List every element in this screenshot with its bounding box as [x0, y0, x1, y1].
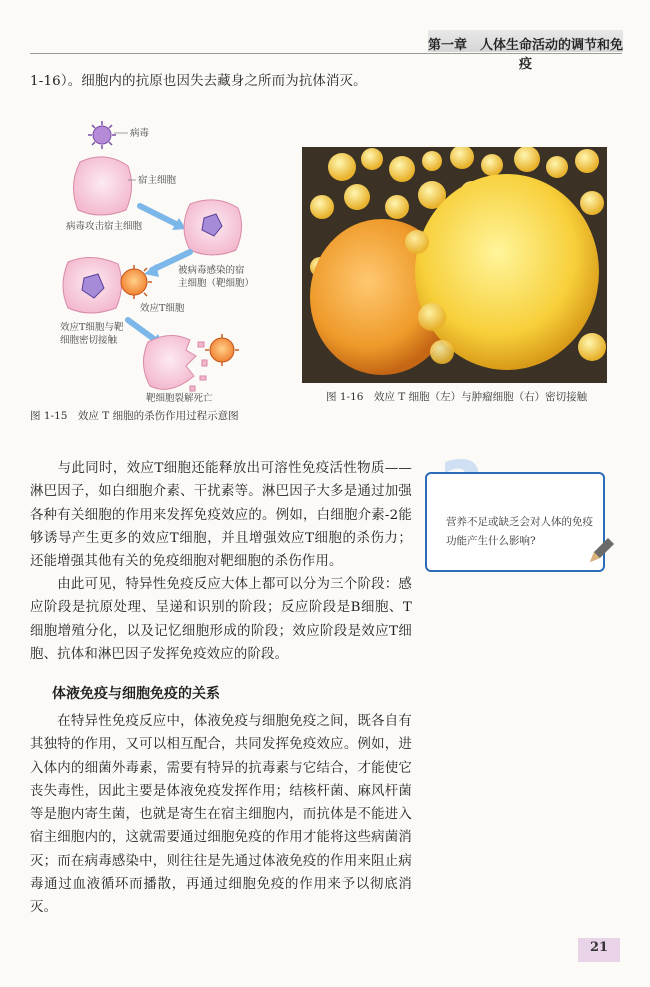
header-rule [30, 53, 622, 54]
effector-t-cell-icon [205, 334, 239, 366]
label-lysis: 靶细胞裂解死亡 [146, 393, 213, 404]
chapter-header: 第一章 人体生命活动的调节和免疫 [428, 38, 624, 72]
figure-1-16-photo [302, 147, 607, 383]
label-infected-1: 被病毒感染的宿 [178, 265, 245, 276]
label-host-cell: 宿主细胞 [138, 175, 177, 186]
paragraph-1: 与此同时，效应T细胞还能释放出可溶性免疫活性物质——淋巴因子，如白细胞介素、干扰素等。淋巴因子大多是通过加强各种有关细胞的作用来发挥免疫效应的。例如，白细胞介素-2能够诱导产生更多的效应T细胞，并且增强效应T细胞的杀伤力；还能增强其他有关的免疫细胞对靶细胞的杀伤作用。 [30, 461, 412, 570]
think-box-text: 营养不足或缺乏会对人体的免疫功能产生什么影响? [446, 516, 593, 547]
pencil-icon [586, 536, 616, 566]
host-cell-icon [73, 157, 131, 215]
label-contact-2: 细胞密切接触 [60, 335, 118, 346]
intro-line: 1-16）。细胞内的抗原也因失去藏身之所而为抗体消灭。 [30, 74, 367, 89]
figure-1-15-diagram [40, 110, 280, 410]
figure-1-16-caption: 图 1-16 效应 T 细胞（左）与肿瘤细胞（右）密切接触 [326, 391, 588, 403]
lysed-cell-icon [143, 335, 196, 389]
paragraph-2: 由此可见，特异性免疫反应大体上都可以分为三个阶段：感应阶段是抗原处理、呈递和识别的阶段；反应阶段是B细胞、T细胞增殖分化，以及记忆细胞形成的阶段；效应阶段是效应T细胞、抗体和淋巴因子发挥免疫效应的阶段。 [30, 577, 412, 662]
effector-t-cell-icon [121, 265, 152, 299]
paragraph-3: 在特异性免疫反应中，体液免疫与细胞免疫之间，既各自有其独特的作用，又可以相互配合，共同发挥免疫效应。例如，进入体内的细菌外毒素，需要有特异的抗毒素与它结合，才能使它丧失毒性，因此主要是体液免疫发挥作用；结核杆菌、麻风杆菌等是胞内寄生菌，也就是寄生在宿主细胞内，而抗体是不能进入宿主细胞内的，这就需要通过细胞免疫的作用才能将这些病菌消灭；而在病毒感染中，则往往是先通过体液免疫的作用来阻止病毒通过血液循环而播散，再通过细胞免疫的作用来予以彻底消灭。 [30, 714, 412, 916]
figure-1-15-caption: 图 1-15 效应 T 细胞的杀伤作用过程示意图 [30, 410, 239, 422]
label-virus-attack: 病毒攻击宿主细胞 [66, 221, 143, 232]
arrow-icon [128, 320, 158, 342]
label-infected-2: 主细胞（靶细胞） [178, 278, 255, 289]
arrow-icon [140, 206, 180, 226]
label-contact-1: 效应T细胞与靶 [60, 322, 124, 333]
virus-icon [88, 121, 128, 149]
page-number: 21 [589, 940, 609, 955]
section-title: 体液免疫与细胞免疫的关系 [52, 686, 220, 702]
label-effector-t: 效应T细胞 [140, 303, 185, 314]
label-virus: 病毒 [130, 128, 150, 139]
